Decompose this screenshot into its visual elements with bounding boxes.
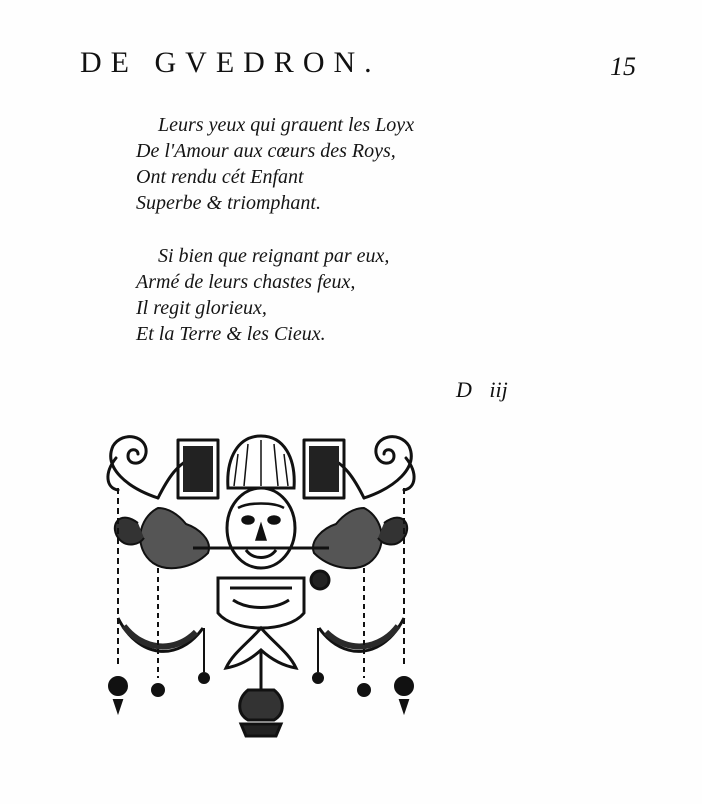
verse-line: Et la Terre & les Cieux. — [136, 323, 326, 345]
verse-line: De l'Amour aux cœurs des Roys, — [136, 140, 396, 162]
verse-line: Si bien que reignant par eux, — [158, 245, 390, 267]
running-head: DE GVEDRON. — [80, 46, 381, 79]
verse-line: Leurs yeux qui grauent les Loyx — [158, 114, 415, 136]
stanza-2 — [136, 243, 389, 347]
verse-line: Ont rendu cét Enfant — [136, 166, 304, 188]
signature-mark: D iij — [456, 377, 508, 402]
stanza-1 — [136, 112, 414, 216]
verse-line: Armé de leurs chastes feux, — [136, 271, 356, 293]
grotesque-tailpiece-ornament-icon — [98, 428, 424, 750]
verse-line: Superbe & triomphant. — [136, 192, 321, 214]
page-number: 15 — [610, 52, 636, 81]
verse-line: Il regit glorieux, — [136, 297, 267, 319]
